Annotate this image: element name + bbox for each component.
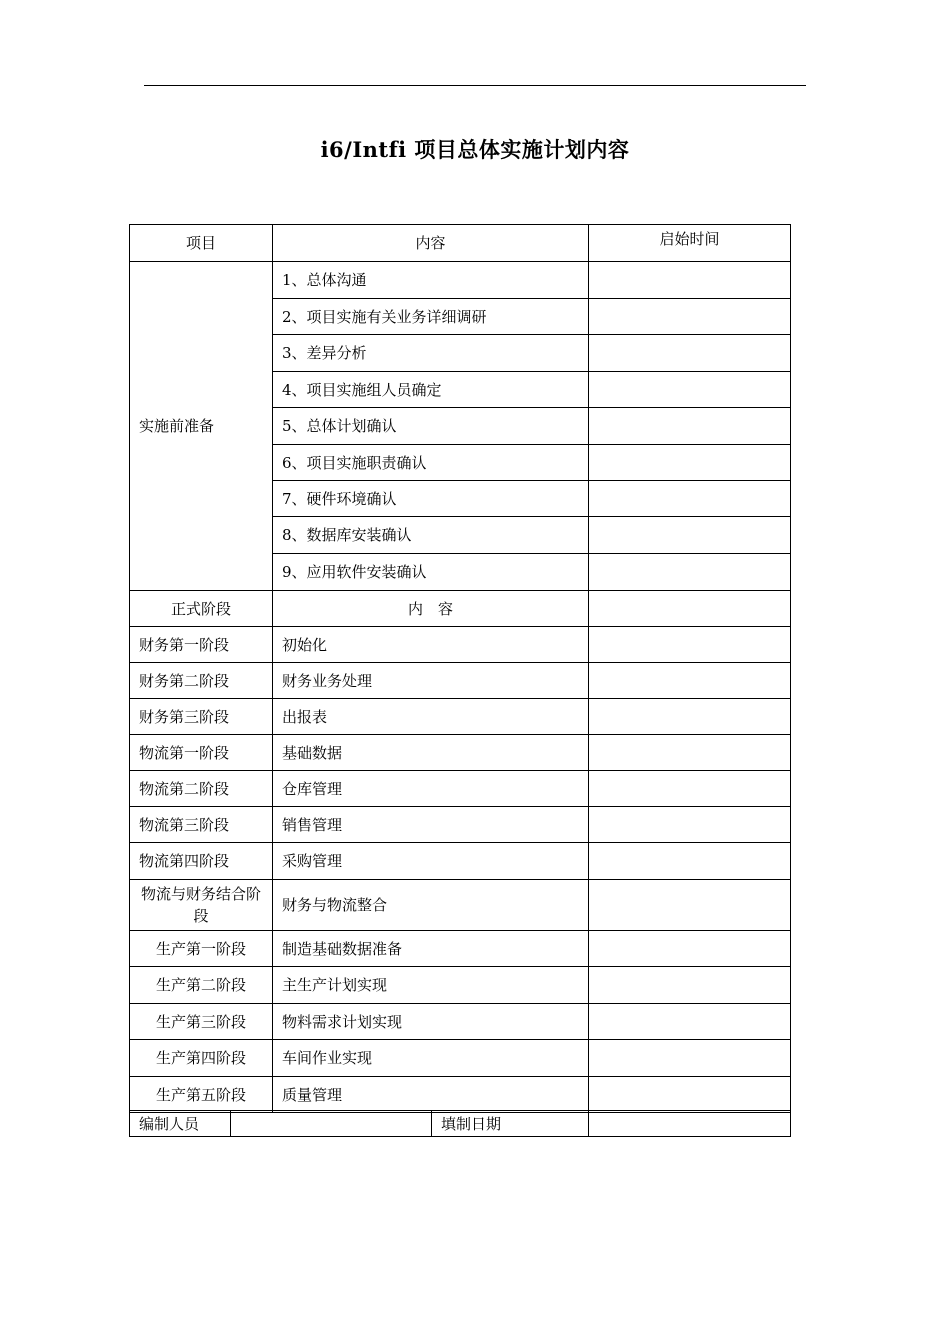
stage-name: 生产第三阶段 [130,1004,273,1040]
table-row [130,1004,791,1040]
header-rule [144,85,806,86]
start-time-cell[interactable] [589,554,791,591]
start-time-cell[interactable] [589,299,791,335]
table-row [130,699,791,735]
table-row [130,735,791,771]
table-row [130,1040,791,1077]
author-field[interactable] [231,1111,432,1137]
stage-name: 财务第一阶段 [130,627,273,663]
table-row [130,807,791,843]
stage-name: 物流第一阶段 [130,735,273,771]
stage-name: 财务第二阶段 [130,663,273,699]
prep-task: 6、项目实施职责确认 [273,445,589,481]
start-time-cell[interactable] [589,771,791,807]
prep-task: 3、差异分析 [273,335,589,372]
table-row [130,627,791,663]
header-item: 项目 [130,225,273,262]
prep-task: 4、项目实施组人员确定 [273,372,589,408]
start-time-cell[interactable] [589,1040,791,1077]
plan-table [129,224,791,1113]
stage-content: 基础数据 [273,735,589,771]
start-time-cell[interactable] [589,843,791,880]
start-time-cell[interactable] [589,627,791,663]
footer-table [129,1110,791,1137]
header-row [130,225,791,262]
stage-name: 物流第四阶段 [130,843,273,880]
stage-name: 生产第四阶段 [130,1040,273,1077]
formal-header-row [130,591,791,627]
start-time-cell[interactable] [589,931,791,967]
table-row [130,1077,791,1113]
header-start-time: 启始时间 [589,225,791,262]
start-time-cell[interactable] [589,517,791,554]
table-row [130,262,791,299]
start-time-cell[interactable] [589,880,791,931]
prep-task: 5、总体计划确认 [273,408,589,445]
stage-content: 采购管理 [273,843,589,880]
date-label: 填制日期 [432,1111,589,1137]
page-title: i6/Intfi 项目总体实施计划内容 [320,137,630,162]
stage-name: 物流第二阶段 [130,771,273,807]
start-time-cell[interactable] [589,663,791,699]
stage-content: 仓库管理 [273,771,589,807]
table-row [130,880,791,931]
stage-content: 物料需求计划实现 [273,1004,589,1040]
stage-name: 物流与财务结合阶段 [130,880,273,931]
start-time-cell[interactable] [589,1004,791,1040]
prep-task: 7、硬件环境确认 [273,481,589,517]
stage-name: 物流第三阶段 [130,807,273,843]
stage-content: 初始化 [273,627,589,663]
prep-task: 9、应用软件安装确认 [273,554,589,591]
start-time-cell[interactable] [589,335,791,372]
table-row [130,967,791,1004]
table-row [130,843,791,880]
stage-content: 质量管理 [273,1077,589,1113]
start-time-cell[interactable] [589,372,791,408]
stage-content: 财务业务处理 [273,663,589,699]
stage-content: 销售管理 [273,807,589,843]
start-time-cell[interactable] [589,408,791,445]
stage-name: 财务第三阶段 [130,699,273,735]
start-time-cell[interactable] [589,807,791,843]
start-time-cell[interactable] [589,735,791,771]
table-row [130,931,791,967]
prep-task: 8、数据库安装确认 [273,517,589,554]
start-time-cell[interactable] [589,699,791,735]
header-content: 内容 [273,225,589,262]
stage-content: 主生产计划实现 [273,967,589,1004]
prep-task: 2、项目实施有关业务详细调研 [273,299,589,335]
formal-content-header: 内 容 [273,591,589,627]
stage-content: 财务与物流整合 [273,880,589,931]
start-time-cell[interactable] [589,591,791,627]
stage-content: 制造基础数据准备 [273,931,589,967]
start-time-cell[interactable] [589,481,791,517]
prep-label: 实施前准备 [130,262,273,591]
stage-content: 车间作业实现 [273,1040,589,1077]
stage-name: 生产第五阶段 [130,1077,273,1113]
prep-task: 1、总体沟通 [273,262,589,299]
start-time-cell[interactable] [589,967,791,1004]
author-label: 编制人员 [130,1111,231,1137]
stage-name: 生产第二阶段 [130,967,273,1004]
table-row [130,663,791,699]
formal-stage-header: 正式阶段 [130,591,273,627]
date-field[interactable] [589,1111,791,1137]
stage-name: 生产第一阶段 [130,931,273,967]
footer-row [130,1111,791,1137]
start-time-cell[interactable] [589,262,791,299]
start-time-cell[interactable] [589,1077,791,1113]
table-row [130,771,791,807]
stage-content: 出报表 [273,699,589,735]
start-time-cell[interactable] [589,445,791,481]
